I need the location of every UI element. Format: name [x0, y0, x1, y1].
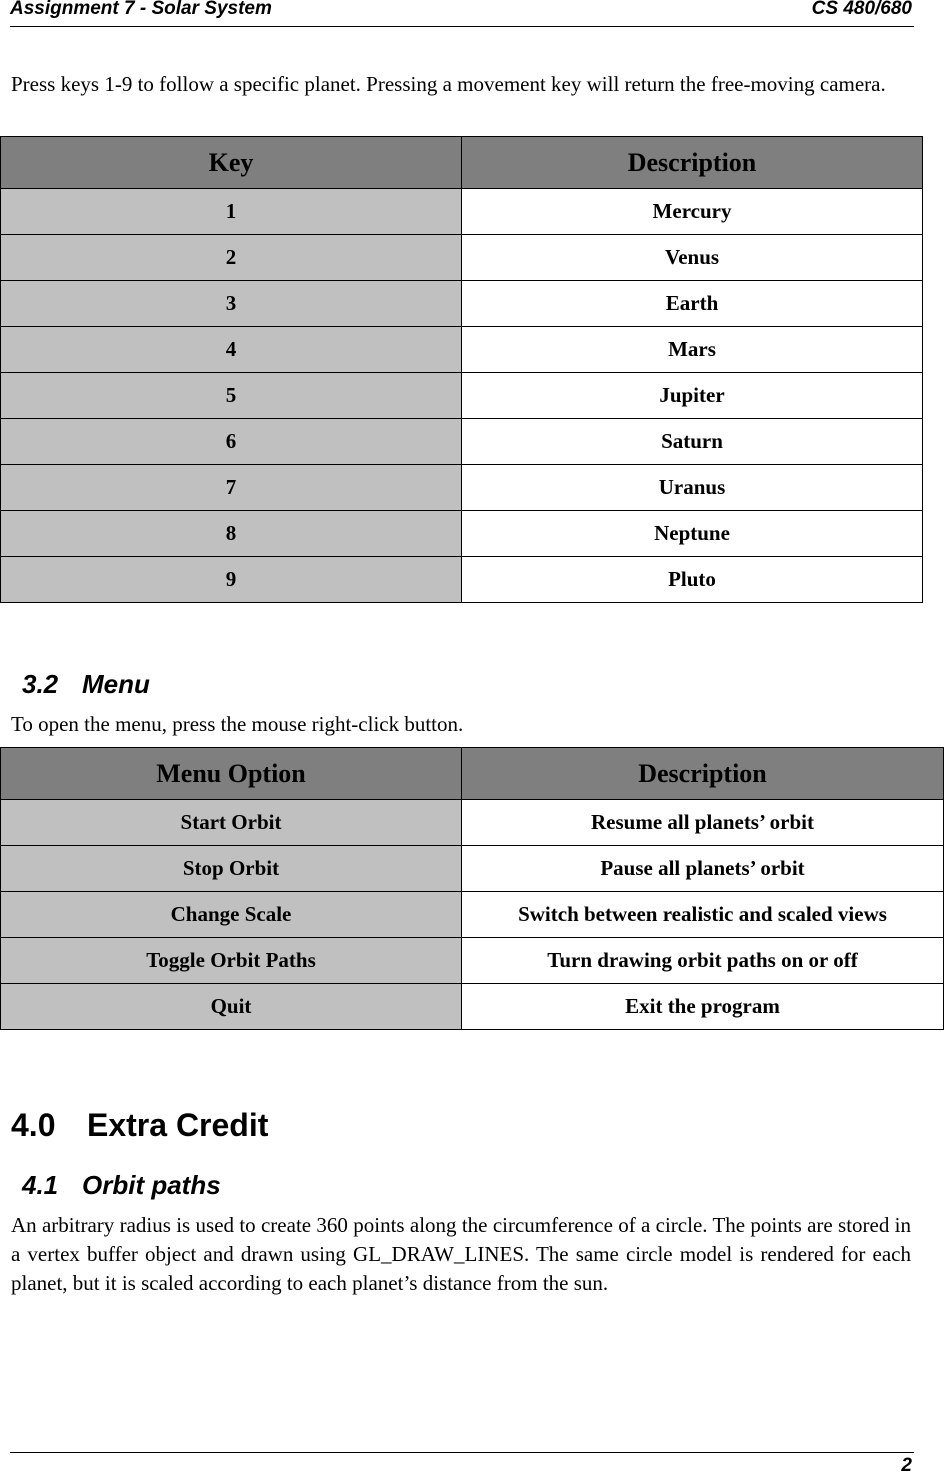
- description-cell: Turn drawing orbit paths on or off: [462, 938, 944, 984]
- keys-table: [0, 136, 923, 603]
- section-title: Extra Credit: [87, 1107, 269, 1143]
- section-title: Orbit paths: [82, 1170, 221, 1200]
- table-row: [1, 938, 944, 984]
- description-cell: Exit the program: [462, 984, 944, 1030]
- description-cell: Jupiter: [462, 373, 923, 419]
- table-row: [1, 189, 923, 235]
- key-cell: 3: [1, 281, 462, 327]
- column-header: Key: [1, 137, 462, 189]
- description-cell: Pause all planets’ orbit: [462, 846, 944, 892]
- table-row: [1, 419, 923, 465]
- menu-option-cell: Start Orbit: [1, 800, 462, 846]
- column-header: Menu Option: [1, 748, 462, 800]
- key-cell: 1: [1, 189, 462, 235]
- intro-paragraph: Press keys 1-9 to follow a specific planet. Pressing a movement key will return the free-moving camera.: [11, 72, 886, 96]
- orbit-paths-paragraph: An arbitrary radius is used to create 360 points along the circumference of a circle. The points are stored in a vertex buffer object and drawn using GL_DRAW_LINES. The same circle model is rendered for each planet, but it is scaled according to each planet’s distance from the sun.: [11, 1213, 911, 1295]
- key-cell: 7: [1, 465, 462, 511]
- table-row: [1, 557, 923, 603]
- menu-option-cell: Toggle Orbit Paths: [1, 938, 462, 984]
- section-title: Menu: [82, 669, 150, 699]
- description-cell: Switch between realistic and scaled views: [462, 892, 944, 938]
- description-cell: Resume all planets’ orbit: [462, 800, 944, 846]
- description-cell: Mars: [462, 327, 923, 373]
- section-heading-orbit-paths: [22, 1170, 221, 1201]
- description-cell: Uranus: [462, 465, 923, 511]
- description-cell: Venus: [462, 235, 923, 281]
- section-number: 3.2: [22, 669, 59, 699]
- table-header-row: [1, 748, 944, 800]
- section-heading-menu: [22, 669, 150, 700]
- menu-option-cell: Quit: [1, 984, 462, 1030]
- menu-option-cell: Stop Orbit: [1, 846, 462, 892]
- column-header: Description: [462, 748, 944, 800]
- table-row: [1, 846, 944, 892]
- table-row: [1, 327, 923, 373]
- menu-table: [0, 747, 944, 1030]
- document-title: Assignment 7 - Solar System: [10, 0, 272, 19]
- table-row: [1, 281, 923, 327]
- key-cell: 4: [1, 327, 462, 373]
- menu-paragraph: To open the menu, press the mouse right-click button.: [11, 712, 464, 736]
- page-number: 2: [901, 1455, 912, 1476]
- key-cell: 9: [1, 557, 462, 603]
- description-cell: Mercury: [462, 189, 923, 235]
- column-header: Description: [462, 137, 923, 189]
- table-row: [1, 235, 923, 281]
- menu-option-cell: Change Scale: [1, 892, 462, 938]
- section-number: 4.0: [11, 1107, 56, 1143]
- key-cell: 6: [1, 419, 462, 465]
- table-row: [1, 511, 923, 557]
- table-row: [1, 892, 944, 938]
- table-header-row: [1, 137, 923, 189]
- table-row: [1, 984, 944, 1030]
- table-row: [1, 800, 944, 846]
- course-code: CS 480/680: [811, 0, 912, 19]
- section-number: 4.1: [22, 1170, 59, 1200]
- page-header: [10, 0, 914, 27]
- table-row: [1, 465, 923, 511]
- description-cell: Earth: [462, 281, 923, 327]
- section-heading-extra-credit: [11, 1107, 268, 1144]
- description-cell: Neptune: [462, 511, 923, 557]
- description-cell: Saturn: [462, 419, 923, 465]
- key-cell: 2: [1, 235, 462, 281]
- page-footer: [10, 1452, 914, 1477]
- description-cell: Pluto: [462, 557, 923, 603]
- key-cell: 8: [1, 511, 462, 557]
- key-cell: 5: [1, 373, 462, 419]
- table-row: [1, 373, 923, 419]
